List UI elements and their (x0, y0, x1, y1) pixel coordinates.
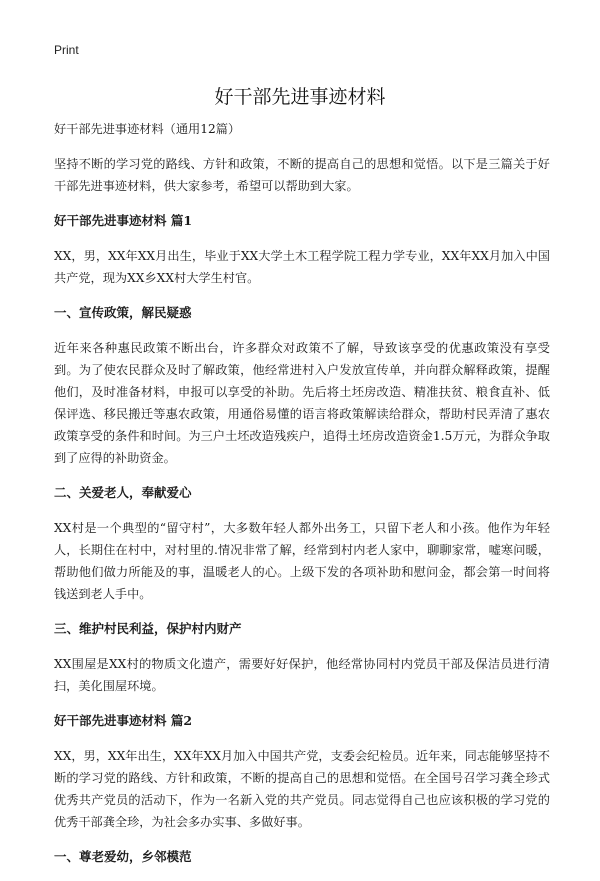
subsection-heading: 一、尊老爱幼，乡邻模范 (54, 849, 192, 864)
subsection-heading: 三、维护村民利益，保护村内财产 (54, 621, 242, 636)
bio-paragraph: XX，男，XX年出生，XX年XX月加入中国共产党，支委会纪检员。近年来，同志能够坚持不断的学习党的路线、方针和政策，不断的提高自己的思想和觉悟。在全国号召学习龚全珍式优秀共产党员的活动下，作为一名新入党的共产党员。同志觉得自己也应该积极的学习党的优秀干部龚全珍，为社会多办实事、多做好事。 (54, 749, 550, 829)
document-subtitle: 好干部先进事迹材料（通用12篇） (54, 122, 241, 136)
section-heading: 好干部先进事迹材料 篇2 (54, 713, 193, 728)
page-title: 好干部先进事迹材料 (214, 86, 386, 108)
print-label: Print (54, 43, 79, 57)
intro-paragraph: 坚持不断的学习党的路线、方针和政策，不断的提高自己的思想和觉悟。以下是三篇关于好干部先进事迹材料，供大家参考，希望可以帮助到大家。 (54, 157, 550, 193)
subsection-paragraph: 近年来各种惠民政策不断出台，许多群众对政策不了解，导致该享受的优惠政策没有享受到。为了使农民群众及时了解政策，他经常进村入户发放宣传单，并向群众解释政策，提醒他们，及时准备材料，申报可以享受的补助。先后将土坯房改造、精准扶贫、粮食直补、低保评选、移民搬迁等惠农政策，用通俗易懂的语言将政策解读给群众，帮助村民弄清了惠农政策享受的条件和时间。为三户土坯改造残疾户，追得土坯房改造资金1.5万元，为群众争取到了应得的补助资金。 (54, 341, 550, 465)
subsection-heading: 二、关爱老人，奉献爱心 (54, 485, 192, 500)
section-heading: 好干部先进事迹材料 篇1 (54, 213, 193, 228)
subsection-paragraph: XX村是一个典型的“留守村”，大多数年轻人都外出务工，只留下老人和小孩。他作为年轻人，长期住在村中，对村里的.情况非常了解，经常到村内老人家中，聊聊家常，嘘寒问暖，帮助他们做力所能及的事，温暖老人的心。上级下发的各项补助和慰问金，都会第一时间将钱送到老人手中。 (54, 521, 550, 601)
subsection-heading: 一、宣传政策，解民疑惑 (54, 305, 192, 320)
subsection-paragraph: XX围屋是XX村的物质文化遗产，需要好好保护，他经常协同村内党员干部及保洁员进行清扫，美化围屋环境。 (54, 657, 550, 693)
document-body (54, 118, 550, 881)
bio-paragraph: XX，男，XX年XX月出生，毕业于XX大学土木工程学院工程力学专业，XX年XX月加入中国共产党，现为XX乡XX村大学生村官。 (54, 249, 550, 285)
